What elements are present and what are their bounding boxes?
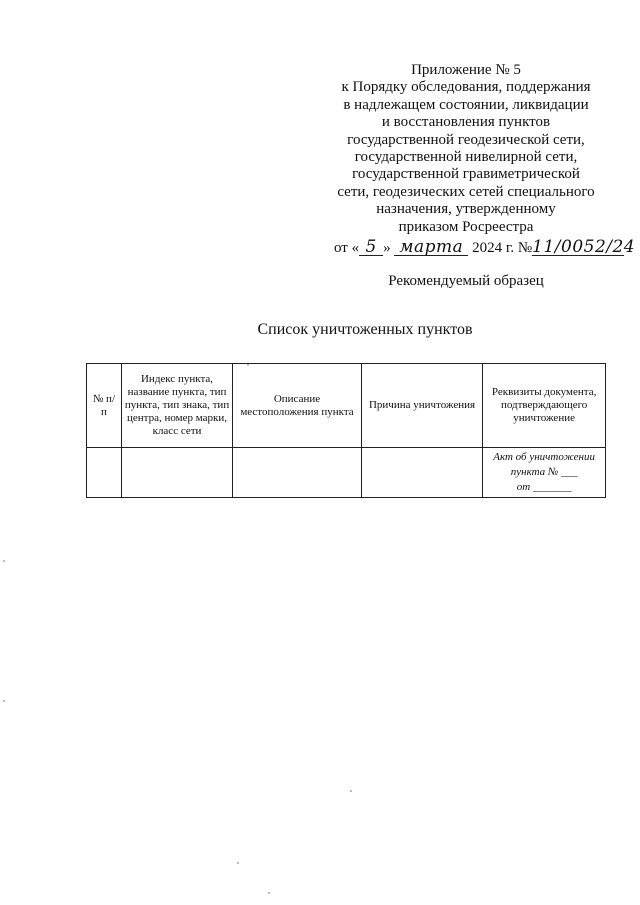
column-header-document: Реквизиты документа, подтверждающего уничтожение bbox=[483, 364, 606, 448]
scan-speck bbox=[3, 560, 5, 562]
cell-document bbox=[483, 448, 606, 498]
header-line: государственной гравиметрической bbox=[352, 166, 580, 183]
appendix-number: Приложение № 5 bbox=[411, 62, 521, 78]
header-line: к Порядку обследования, поддержания bbox=[341, 79, 591, 96]
scan-speck bbox=[268, 892, 270, 894]
date-month-handwritten: марта bbox=[394, 239, 468, 256]
date-day-handwritten: 5 bbox=[359, 239, 383, 256]
header-line: приказом Росреестра bbox=[398, 218, 534, 235]
header-line: государственной нивелирной сети, bbox=[354, 149, 578, 166]
scan-speck bbox=[247, 364, 249, 366]
column-header-reason: Причина уничтожения bbox=[361, 364, 482, 448]
scan-speck bbox=[350, 790, 352, 792]
document-title: Список уничтоженных пунктов bbox=[257, 321, 473, 338]
date-mid: » bbox=[383, 240, 391, 256]
scan-speck bbox=[237, 862, 239, 864]
recommended-sample-label: Рекомендуемый образец bbox=[388, 273, 544, 289]
act-line: от _______ bbox=[516, 481, 572, 493]
cell-number bbox=[87, 448, 122, 498]
cell-reason bbox=[361, 448, 482, 498]
header-line: в надлежащем состоянии, ликвидации bbox=[343, 96, 589, 113]
act-line: пункта № ___ bbox=[510, 466, 578, 478]
cell-point-index bbox=[121, 448, 232, 498]
header-line: и восстановления пунктов bbox=[381, 114, 551, 131]
scan-speck bbox=[3, 700, 5, 702]
cell-location bbox=[233, 448, 362, 498]
date-year: 2024 г. № bbox=[472, 240, 533, 256]
column-header-point-index: Индекс пункта, название пункта, тип пункта, тип знака, тип центра, номер марки, класс сети bbox=[121, 364, 232, 448]
header-line: сети, геодезических сетей специального bbox=[337, 183, 595, 200]
header-line: государственной геодезической сети, bbox=[347, 131, 585, 148]
order-date-line bbox=[334, 237, 636, 257]
table-header-row bbox=[87, 364, 606, 448]
appendix-header bbox=[330, 62, 602, 236]
column-header-number: № п/п bbox=[87, 364, 122, 448]
header-line: назначения, утвержденному bbox=[376, 201, 556, 218]
column-header-location: Описание местоположения пункта bbox=[233, 364, 362, 448]
destroyed-points-table bbox=[86, 363, 606, 498]
order-number-handwritten: 11/0052/24 bbox=[532, 237, 636, 257]
table-row bbox=[87, 448, 606, 498]
act-line: Акт об уничтожении bbox=[493, 451, 595, 463]
date-prefix: от « bbox=[334, 240, 360, 256]
